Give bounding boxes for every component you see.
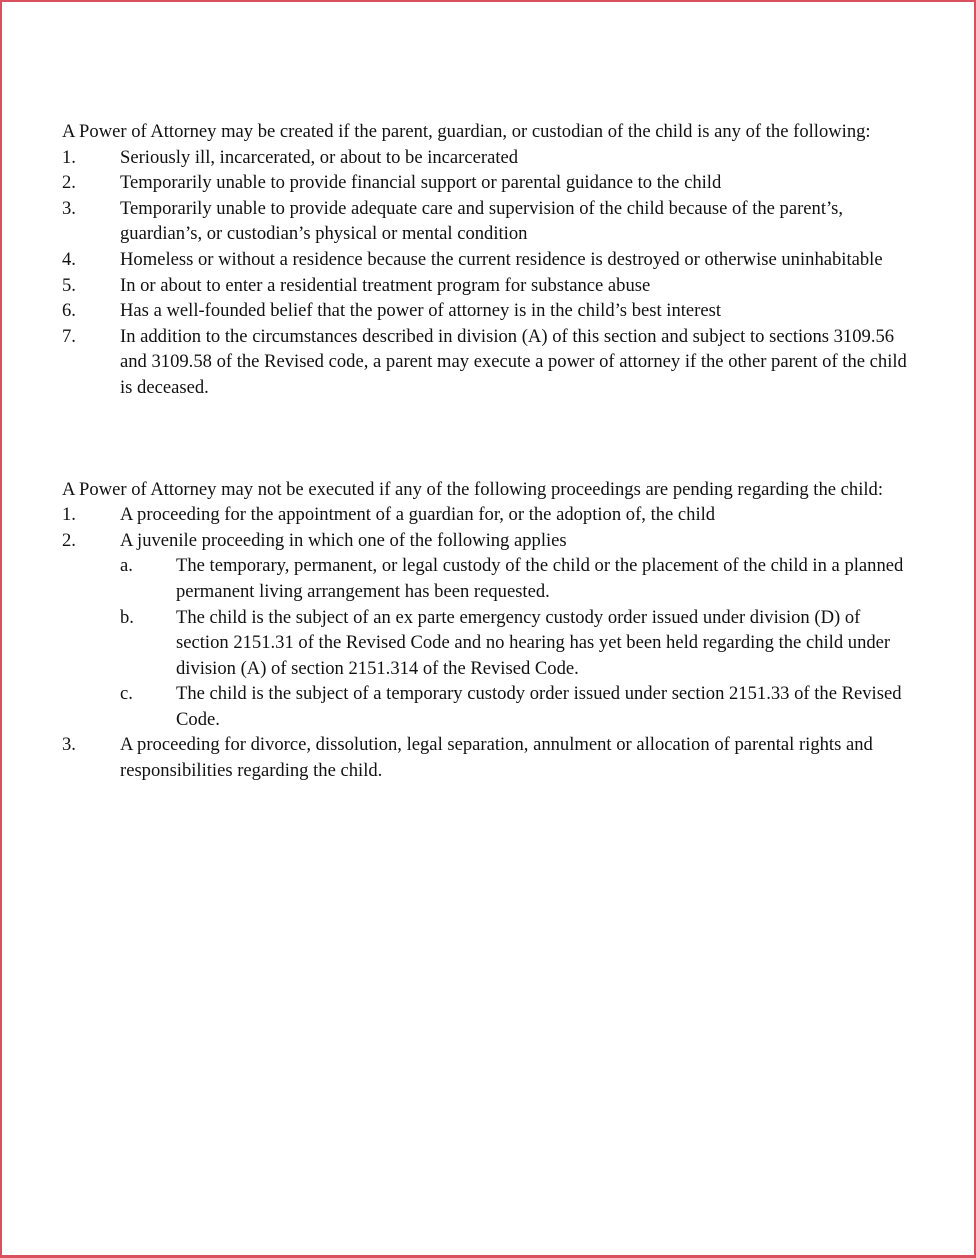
list-item-text: Homeless or without a residence because the current residence is destroyed or otherwise uninhabitable bbox=[120, 248, 883, 270]
list-item-text: In addition to the circumstances described in division (A) of this section and subject to sections 3109.56 and 3109.58 of the Revised code, a parent may execute a power of attorney if the other parent of the child is deceased. bbox=[120, 325, 907, 398]
document-content bbox=[62, 119, 912, 784]
sublist-item-letter: b. bbox=[120, 606, 134, 628]
list-item-text: In or about to enter a residential treatment program for substance abuse bbox=[120, 274, 651, 296]
list-item-number: 1. bbox=[62, 504, 76, 526]
list-item-text: Temporarily unable to provide adequate care and supervision of the child because of the parent’s, guardian’s, or custodian’s physical or mental condition bbox=[120, 197, 844, 245]
list-item bbox=[62, 502, 912, 528]
list-item bbox=[62, 273, 912, 299]
list-item-number: 6. bbox=[62, 300, 76, 322]
sublist-item-text: The temporary, permanent, or legal custody of the child or the placement of the child in a planned permanent living arrangement has been requested. bbox=[176, 555, 904, 602]
list-item-text: Temporarily unable to provide financial support or parental guidance to the child bbox=[120, 172, 722, 194]
sublist-item bbox=[120, 553, 912, 604]
list-item-text: Seriously ill, incarcerated, or about to be incarcerated bbox=[120, 146, 519, 168]
sublist-item-text: The child is the subject of a temporary custody order issued under section 2151.33 of the Revised Code. bbox=[176, 683, 902, 730]
list-item bbox=[62, 247, 912, 273]
sublist-item-letter: c. bbox=[120, 683, 133, 705]
list-item bbox=[62, 298, 912, 324]
list-item bbox=[62, 196, 912, 247]
list-item-number: 3. bbox=[62, 734, 76, 756]
list-item bbox=[62, 145, 912, 171]
list-item bbox=[62, 732, 912, 783]
list-item-number: 2. bbox=[62, 172, 76, 194]
list-item-number: 7. bbox=[62, 325, 76, 347]
list-item-number: 2. bbox=[62, 529, 76, 551]
list-item-number: 3. bbox=[62, 197, 76, 219]
list-item bbox=[62, 528, 912, 733]
list-item-text: A proceeding for divorce, dissolution, legal separation, annulment or allocation of parental rights and responsibilities regarding the child. bbox=[120, 734, 873, 782]
list-item-number: 5. bbox=[62, 274, 76, 296]
sublist-item-letter: a. bbox=[120, 555, 133, 577]
bottom-rule bbox=[2, 1255, 974, 1256]
sublist-item bbox=[120, 681, 912, 732]
sublist-item bbox=[120, 605, 912, 682]
section1-list bbox=[62, 145, 912, 401]
section2-intro: A Power of Attorney may not be executed if any of the following proceedings are pending regarding the child: bbox=[62, 478, 883, 500]
list-item-text: Has a well-founded belief that the power of attorney is in the child’s best interest bbox=[120, 300, 722, 322]
list-item bbox=[62, 324, 912, 401]
list-item-number: 4. bbox=[62, 248, 76, 270]
list-item bbox=[62, 170, 912, 196]
sublist bbox=[120, 553, 912, 732]
list-item-body bbox=[120, 528, 912, 733]
list-item-text: A proceeding for the appointment of a guardian for, or the adoption of, the child bbox=[120, 504, 716, 526]
list-item-text: A juvenile proceeding in which one of the following applies bbox=[120, 529, 567, 551]
section2-list bbox=[62, 502, 912, 784]
section1-intro: A Power of Attorney may be created if the parent, guardian, or custodian of the child is any of the following: bbox=[62, 121, 871, 142]
section-spacer bbox=[62, 401, 912, 477]
list-item-number: 1. bbox=[62, 146, 76, 168]
sublist-item-text: The child is the subject of an ex parte emergency custody order issued under division (D) of section 2151.31 of the Revised Code and no hearing has yet been held regarding the child under division (A) of section 2151.314 of the Revised Code. bbox=[176, 606, 891, 679]
